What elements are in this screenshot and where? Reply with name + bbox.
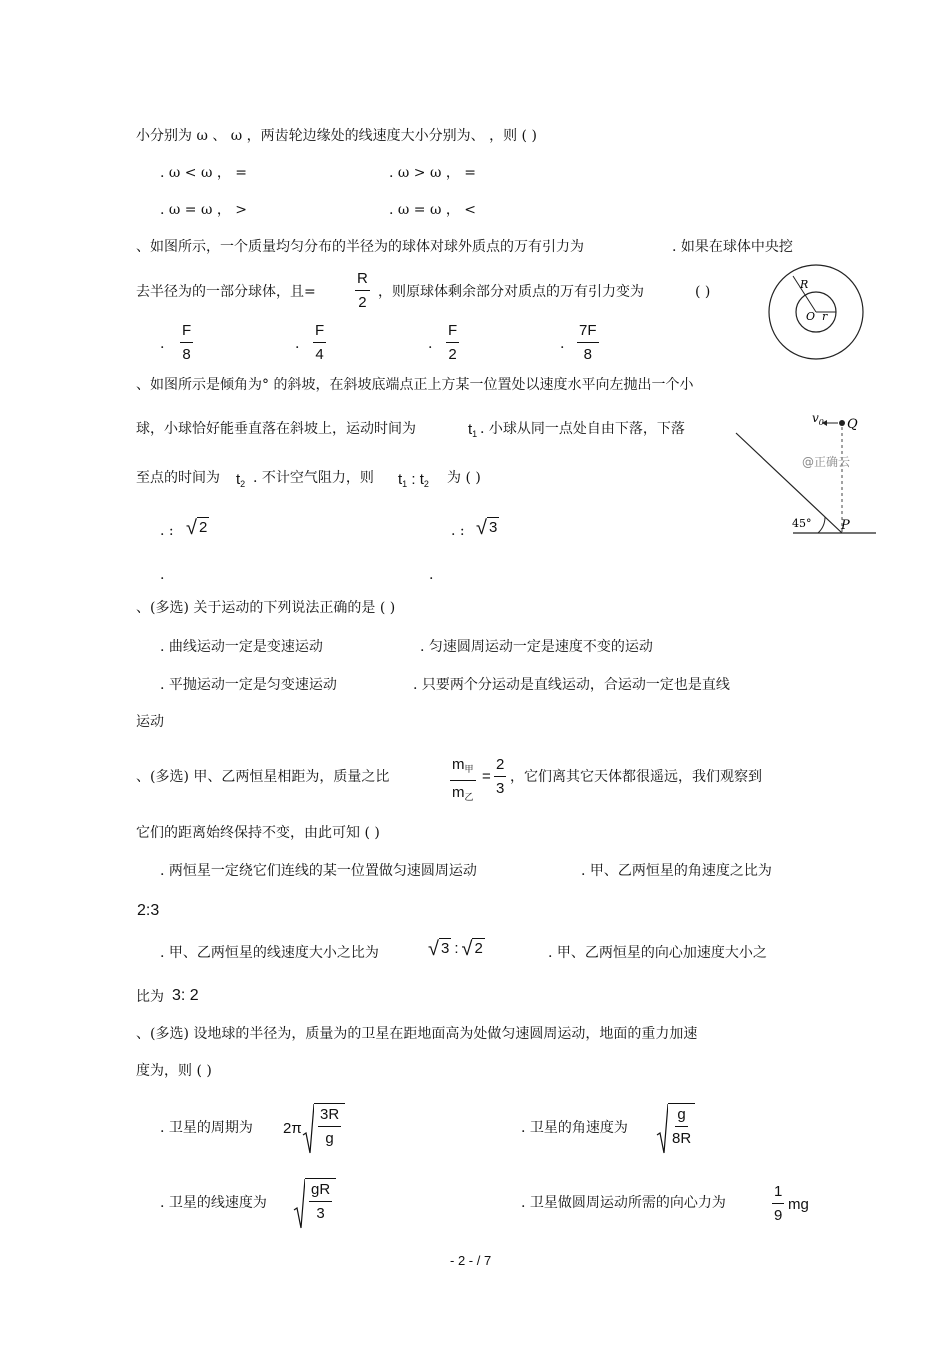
option-a: . 卫星的周期为 (160, 1120, 253, 1136)
option-b-value: 2:3 (137, 902, 160, 919)
option-b-fraction (313, 322, 326, 364)
option-d-value: 3: 2 (172, 987, 199, 1004)
option-c-sqrt (293, 1178, 336, 1230)
option-d: . 甲、乙两恒星的向心加速度大小之 (548, 945, 767, 961)
option-c-label: . (428, 336, 433, 352)
numerator: 1 (772, 1183, 784, 1204)
option-b-label: . : (451, 523, 465, 539)
option-b-sqrt: √ 3 (476, 517, 498, 539)
question-stem: 、(多选) 设地球的半径为，质量为的卫星在距地面高为处做匀速圆周运动，地面的重力加速 (136, 1026, 698, 1042)
option-b-label: . (295, 336, 300, 352)
slope-figure (730, 405, 880, 540)
option-a-sqrt: √ 2 (186, 517, 208, 539)
option-b: . 甲、乙两恒星的角速度之比为 (581, 863, 772, 879)
symbol-t1: $t_1$ (468, 421, 478, 439)
mass-ratio-fraction (450, 756, 476, 806)
page-number: - 2 - / 7 (450, 1253, 492, 1268)
option-a-coefficient: 2π (283, 1120, 302, 1137)
denominator: 2 (358, 294, 367, 311)
numerator: R (355, 270, 370, 291)
denominator: $m_乙$ (452, 784, 474, 802)
label-p: P (841, 518, 850, 533)
option-d: . 卫星做圆周运动所需的向心力为 (521, 1195, 726, 1211)
question-stem: 为 ( ) (447, 470, 481, 486)
label-v0: $v_0$ (812, 411, 824, 427)
question-stem: ，则原球体剩余部分对质点的万有引力变为 (378, 284, 644, 300)
question-stem: 度为，则 ( ) (136, 1063, 212, 1079)
option-b: . 匀速圆周运动一定是速度不变的运动 (420, 639, 653, 655)
denominator: 8R (672, 1130, 692, 1147)
denominator: 3 (496, 780, 505, 797)
question-stem: 、(多选) 关于运动的下列说法正确的是 ( ) (136, 600, 396, 616)
numerator: g (675, 1106, 687, 1127)
label-angle: 45° (792, 517, 812, 530)
option-c-fraction (446, 322, 459, 364)
question-stem: 球，小球恰好能垂直落在斜坡上，运动时间为 (136, 421, 416, 437)
numerator: F (180, 322, 193, 343)
question-stem: . 不计空气阻力，则 (253, 470, 374, 486)
option-a-label: . (160, 336, 165, 352)
option-d-label: . (560, 336, 565, 352)
question-stem: ，它们离其它天体都很遥远，我们观察到 (510, 769, 762, 785)
denominator: 2 (448, 346, 457, 363)
option-c-sqrt-ratio: √ 3 : √ 2 (428, 938, 483, 960)
option-c: . ω = ω ， > (160, 202, 247, 218)
label-r-large: R (800, 278, 809, 291)
denominator: 8 (583, 346, 592, 363)
question-stem: . 小球从同一点处自由下落，下落 (480, 421, 685, 437)
option-c: . 平抛运动一定是匀变速运动 (160, 677, 337, 693)
option-d-continued: 比为 (136, 989, 164, 1005)
symbol-t2: $t_2$ (236, 471, 246, 489)
question-stem: 小分别为 ω 、 ω ，两齿轮边缘处的线速度大小分别为、 ，则 ( ) (136, 128, 537, 144)
option-a-label: . : (160, 523, 174, 539)
denominator: 8 (182, 346, 191, 363)
question-stem: 至点的时间为 (136, 470, 220, 486)
denominator: 3 (316, 1205, 325, 1222)
sphere-figure (764, 262, 868, 362)
option-b: . 卫星的角速度为 (521, 1120, 628, 1136)
option-a: . 两恒星一定绕它们连线的某一位置做匀速圆周运动 (160, 863, 477, 879)
numerator: F (446, 322, 459, 343)
option-d-continued: 运动 (136, 714, 164, 730)
option-b-sqrt (656, 1103, 695, 1155)
option-d-label: . (429, 567, 434, 583)
question-stem: 、如图所示，一个质量均匀分布的半径为的球体对球外质点的万有引力为 (136, 239, 584, 255)
option-c: . 卫星的线速度为 (160, 1195, 267, 1211)
numerator: F (313, 322, 326, 343)
option-d: . ω = ω ， < (389, 202, 476, 218)
option-b: . ω > ω ， = (389, 165, 476, 181)
label-q: Q (847, 417, 858, 432)
option-a: . 曲线运动一定是变速运动 (160, 639, 323, 655)
question-stem: 去半径为的一部分球体，且= (136, 284, 316, 300)
option-d-fraction (772, 1183, 784, 1225)
denominator: 9 (774, 1207, 783, 1224)
ratio-t1-t2: $t_1$ : $t_2$ (398, 471, 429, 489)
numerator: 2 (494, 756, 506, 777)
question-stem: 、如图所示是倾角为° 的斜坡，在斜坡底端点正上方某一位置处以速度水平向左抛出一个小 (136, 377, 694, 393)
answer-paren: ( ) (695, 284, 711, 300)
option-a: . ω < ω ， = (160, 165, 247, 181)
fraction-r-over-2 (355, 270, 370, 312)
label-r-small: r (822, 310, 828, 323)
label-o: O (806, 310, 816, 323)
numerator: gR (309, 1181, 332, 1202)
option-a-fraction (180, 322, 193, 364)
numerator: 3R (318, 1106, 341, 1127)
question-stem: 、(多选) 甲、乙两恒星相距为，质量之比 (136, 769, 390, 785)
option-a-sqrt (302, 1103, 345, 1155)
watermark: @正确云 (802, 455, 851, 469)
numerator: $m_甲$ (450, 756, 476, 781)
option-d-mg: mg (788, 1196, 809, 1213)
option-d: . 只要两个分运动是直线运动，合运动一定也是直线 (413, 677, 730, 693)
numerator: 7F (577, 322, 599, 343)
denominator: g (325, 1130, 334, 1147)
option-c: . 甲、乙两恒星的线速度大小之比为 (160, 945, 379, 961)
ratio-two-thirds (494, 756, 506, 798)
denominator: 4 (315, 346, 324, 363)
equals-sign: = (482, 768, 491, 785)
option-d-fraction (577, 322, 599, 364)
option-c-label: . (160, 567, 165, 583)
question-stem: . 如果在球体中央挖 (672, 239, 793, 255)
question-stem: 它们的距离始终保持不变，由此可知 ( ) (136, 825, 380, 841)
